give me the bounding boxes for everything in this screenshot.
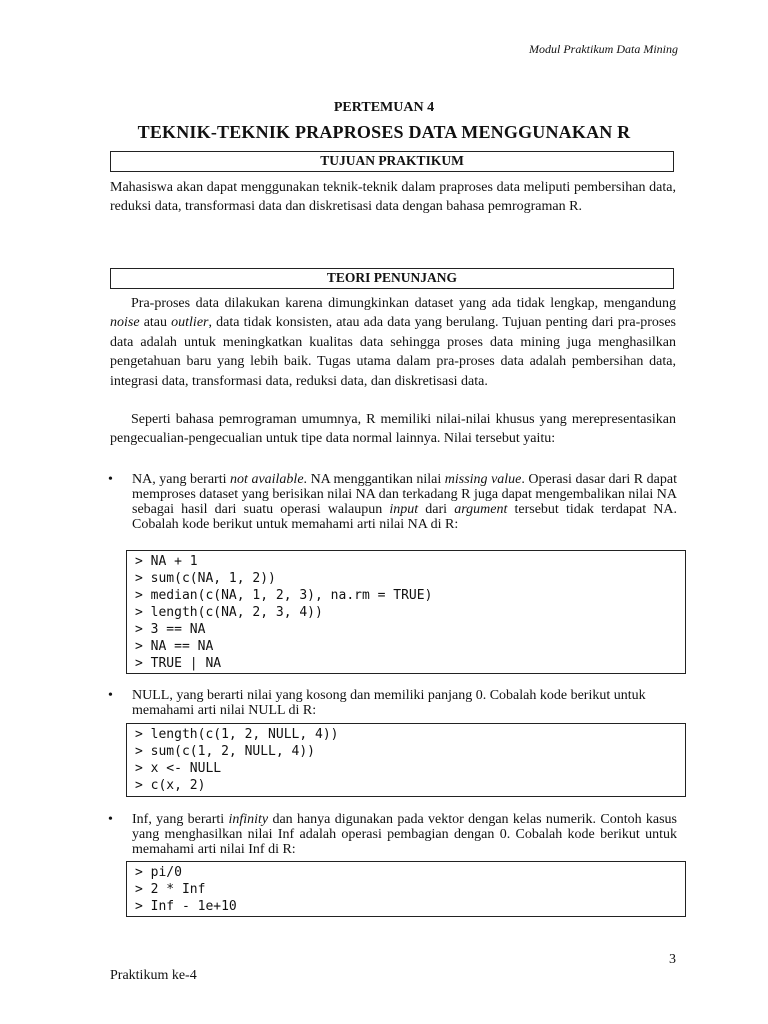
code-line: > TRUE | NA	[135, 656, 222, 671]
teori-paragraph-1	[110, 294, 676, 391]
code-line: > c(x, 2)	[135, 778, 206, 793]
teori-p1-b: atau	[139, 315, 172, 331]
meeting-label: PERTEMUAN 4	[333, 100, 435, 115]
teori-p1-c: , data tidak konsisten, atau ada data yang berulang. Tujuan penting dari pra-proses data adalah untuk meningkatkan kualitas data sehingga proses data mining juga menghasilkan pengetahuan baru yang lebih baik. Tugas utama dalam pra-proses data adalah pembersihan data, integrasi data, transformasi data, reduksi data, dan diskretisasi data.	[110, 315, 677, 389]
teori-p2-text: Seperti bahasa pemrograman umumnya, R memiliki nilai-nilai khusus yang merepresentasikan pengecualian-pengecualian untuk tipe data normal lainnya. Nilai tersebut yaitu:	[110, 412, 676, 447]
na-e2: missing value	[444, 472, 522, 487]
code-line: > median(c(NA, 1, 2, 3), na.rm = TRUE)	[135, 588, 433, 603]
code-line: > pi/0	[135, 865, 182, 880]
teori-paragraph-2	[110, 410, 676, 449]
footer-label: Praktikum ke-4	[110, 968, 197, 983]
teori-heading-box	[110, 268, 674, 289]
code-line: > length(c(NA, 2, 3, 4))	[135, 605, 323, 620]
tujuan-heading-box	[110, 151, 674, 172]
code-line: > NA == NA	[135, 639, 214, 654]
code-line: > sum(c(1, 2, NULL, 4))	[135, 744, 316, 759]
teori-p1-a: Pra-proses data dilakukan karena dimungkinkan dataset yang ada tidak lengkap, mengandung	[131, 296, 676, 311]
bullet-null	[132, 688, 672, 718]
outlier-term: outlier	[171, 315, 209, 331]
teori-heading: TEORI PENUNJANG	[326, 270, 458, 285]
inf-t1: Inf, yang berarti	[132, 812, 229, 827]
bullet-marker-null: •	[108, 688, 113, 703]
na-t4: dari	[418, 502, 455, 517]
bullet-na	[132, 472, 677, 532]
inf-t2: dan hanya digunakan pada vektor dengan kelas numerik. Contoh kasus yang menghasilkan nilai Inf adalah operasi pembagian dengan 0. Cobalah kode berikut untuk memahami arti nilai Inf di R:	[132, 812, 677, 857]
bullet-marker-na: •	[108, 472, 113, 487]
code-line: > length(c(1, 2, NULL, 4))	[135, 727, 339, 742]
na-t5: tersebut tidak terdapat NA. Cobalah kode berikut untuk memahami arti nilai NA di R:	[132, 502, 677, 532]
na-t1: NA, yang berarti	[132, 472, 231, 487]
code-block-inf	[126, 861, 686, 917]
page-number: 3	[669, 952, 676, 967]
page-title: TEKNIK-TEKNIK PRAPROSES DATA MENGGUNAKAN R	[137, 122, 631, 142]
inf-e1: infinity	[228, 812, 269, 827]
code-line: > 2 * Inf	[135, 882, 206, 897]
tujuan-paragraph	[110, 178, 676, 217]
code-line: > NA + 1	[135, 554, 198, 569]
header-module-title: Modul Praktikum Data Mining	[529, 42, 678, 56]
na-t2: . NA menggantikan nilai	[303, 472, 445, 487]
bullet-marker-inf: •	[108, 812, 113, 827]
na-e4: argument	[454, 502, 508, 517]
code-block-null	[126, 723, 686, 797]
tujuan-text: Mahasiswa akan dapat menggunakan teknik-teknik dalam praproses data meliputi pembersihan data, reduksi data, transformasi data dan diskretisasi data dengan bahasa pemrograman R.	[110, 180, 676, 215]
tujuan-heading: TUJUAN PRAKTIKUM	[320, 153, 464, 168]
bullet-inf	[132, 812, 677, 857]
code-line: > sum(c(NA, 1, 2))	[135, 571, 276, 586]
na-e3: input	[389, 502, 419, 517]
noise-term: noise	[110, 315, 140, 331]
code-line: > 3 == NA	[135, 622, 206, 637]
na-e1: not available	[230, 472, 304, 487]
na-t3: . Operasi dasar dari R dapat memproses dataset yang berisikan nilai NA dan terkadang R juga dapat mengembalikan nilai NA sebagai hasil dari suatu operasi walaupun	[132, 472, 677, 517]
code-line: > Inf - 1e+10	[135, 899, 237, 914]
code-block-na	[126, 550, 686, 674]
null-text: NULL, yang berarti nilai yang kosong dan memiliki panjang 0. Cobalah kode berikut untuk memahami arti nilai NULL di R:	[132, 688, 646, 718]
code-line: > x <- NULL	[135, 761, 222, 776]
